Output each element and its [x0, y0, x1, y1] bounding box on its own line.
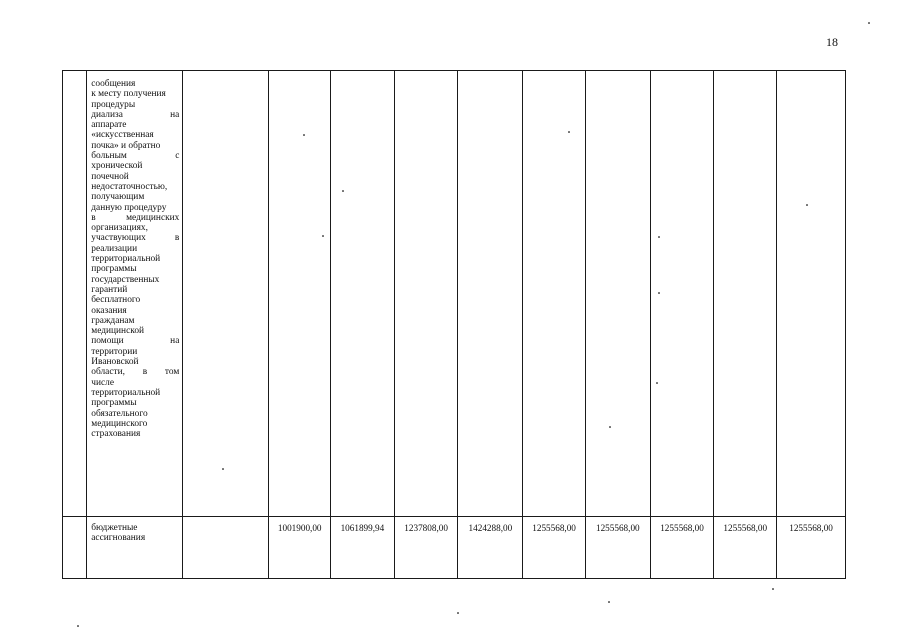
description-line: медицинского — [91, 418, 148, 429]
empty-cell — [269, 71, 331, 517]
scan-speck — [772, 588, 774, 590]
empty-cell — [714, 71, 777, 517]
value-cell: 1424288,00 — [458, 517, 523, 579]
value-cell: 1255568,00 — [714, 517, 777, 579]
value-cell: 1001900,00 — [269, 517, 331, 579]
description-line: государственных — [91, 274, 160, 285]
description-line: участвующих в — [91, 233, 180, 244]
scan-speck — [222, 468, 224, 470]
empty-cell — [523, 71, 586, 517]
description-line: бесплатного — [91, 295, 141, 306]
value-cell: 1255568,00 — [523, 517, 586, 579]
scan-speck — [77, 625, 79, 627]
description-line: почка» и обратно — [91, 140, 161, 151]
description-line: сообщения — [91, 79, 136, 89]
description-row — [63, 71, 846, 517]
description-line: территориальной — [91, 387, 161, 398]
index-cell — [63, 71, 87, 517]
description-line: области, в том — [91, 367, 180, 378]
description-line: территориальной — [91, 254, 161, 265]
description-line: обязательного — [91, 408, 148, 419]
description-line: Ивановской — [91, 357, 139, 368]
value-cell: 1255568,00 — [650, 517, 714, 579]
scan-speck — [609, 426, 611, 428]
description-line: получающим — [91, 192, 145, 203]
description-line: программы — [91, 264, 137, 275]
description-line: организациях, — [91, 223, 148, 234]
description-line: гражданам — [91, 315, 135, 326]
scan-speck — [568, 131, 570, 133]
scan-speck — [868, 22, 870, 24]
empty-cell — [331, 71, 395, 517]
scan-speck — [656, 382, 658, 384]
scan-speck — [457, 612, 459, 614]
description-line: реализации — [91, 243, 138, 254]
description-line: программы — [91, 398, 137, 409]
description-line: числе — [91, 377, 114, 388]
budget-row — [63, 517, 846, 579]
budget-label-line: ассигнования — [91, 533, 146, 544]
value-cell: 1237808,00 — [394, 517, 458, 579]
scan-speck — [608, 601, 610, 603]
description-line: страхования — [91, 429, 141, 440]
description-line: данную процедуру — [91, 202, 167, 213]
index-cell — [63, 517, 87, 579]
description-line: оказания — [91, 305, 127, 316]
budget-table — [62, 70, 846, 579]
empty-cell — [394, 71, 458, 517]
scan-speck — [322, 235, 324, 237]
budget-label-line: бюджетные — [91, 523, 138, 533]
value-cell: 1255568,00 — [585, 517, 650, 579]
empty-cell — [458, 71, 523, 517]
description-cell — [87, 71, 183, 517]
scan-speck — [342, 190, 344, 192]
description-line: гарантий — [91, 284, 128, 295]
value-cell: 1255568,00 — [777, 517, 846, 579]
description-line: аппарате — [91, 120, 127, 131]
empty-cell — [585, 71, 650, 517]
empty-cell — [183, 517, 269, 579]
description-line: почечной — [91, 171, 129, 182]
description-line: процедуры — [91, 99, 136, 110]
value-cell: 1061899,94 — [331, 517, 395, 579]
empty-cell — [183, 71, 269, 517]
description-line: в медицинских — [91, 212, 180, 223]
description-line: медицинской — [91, 326, 145, 337]
budget-label-cell — [87, 517, 183, 579]
description-line: к месту получения — [91, 89, 166, 100]
scan-speck — [658, 236, 660, 238]
scan-speck — [658, 292, 660, 294]
scan-speck — [806, 204, 808, 206]
description-line: недостаточностью, — [91, 181, 168, 192]
page-number: 18 — [826, 35, 838, 49]
description-line: больным с — [91, 151, 180, 162]
empty-cell — [650, 71, 714, 517]
description-line: хронической — [91, 161, 143, 172]
description-line: диализа на — [91, 109, 180, 120]
scan-speck — [303, 134, 305, 136]
description-line: территории — [91, 346, 138, 357]
description-line: «искусственная — [91, 130, 154, 141]
description-line: помощи на — [91, 336, 180, 347]
empty-cell — [777, 71, 846, 517]
